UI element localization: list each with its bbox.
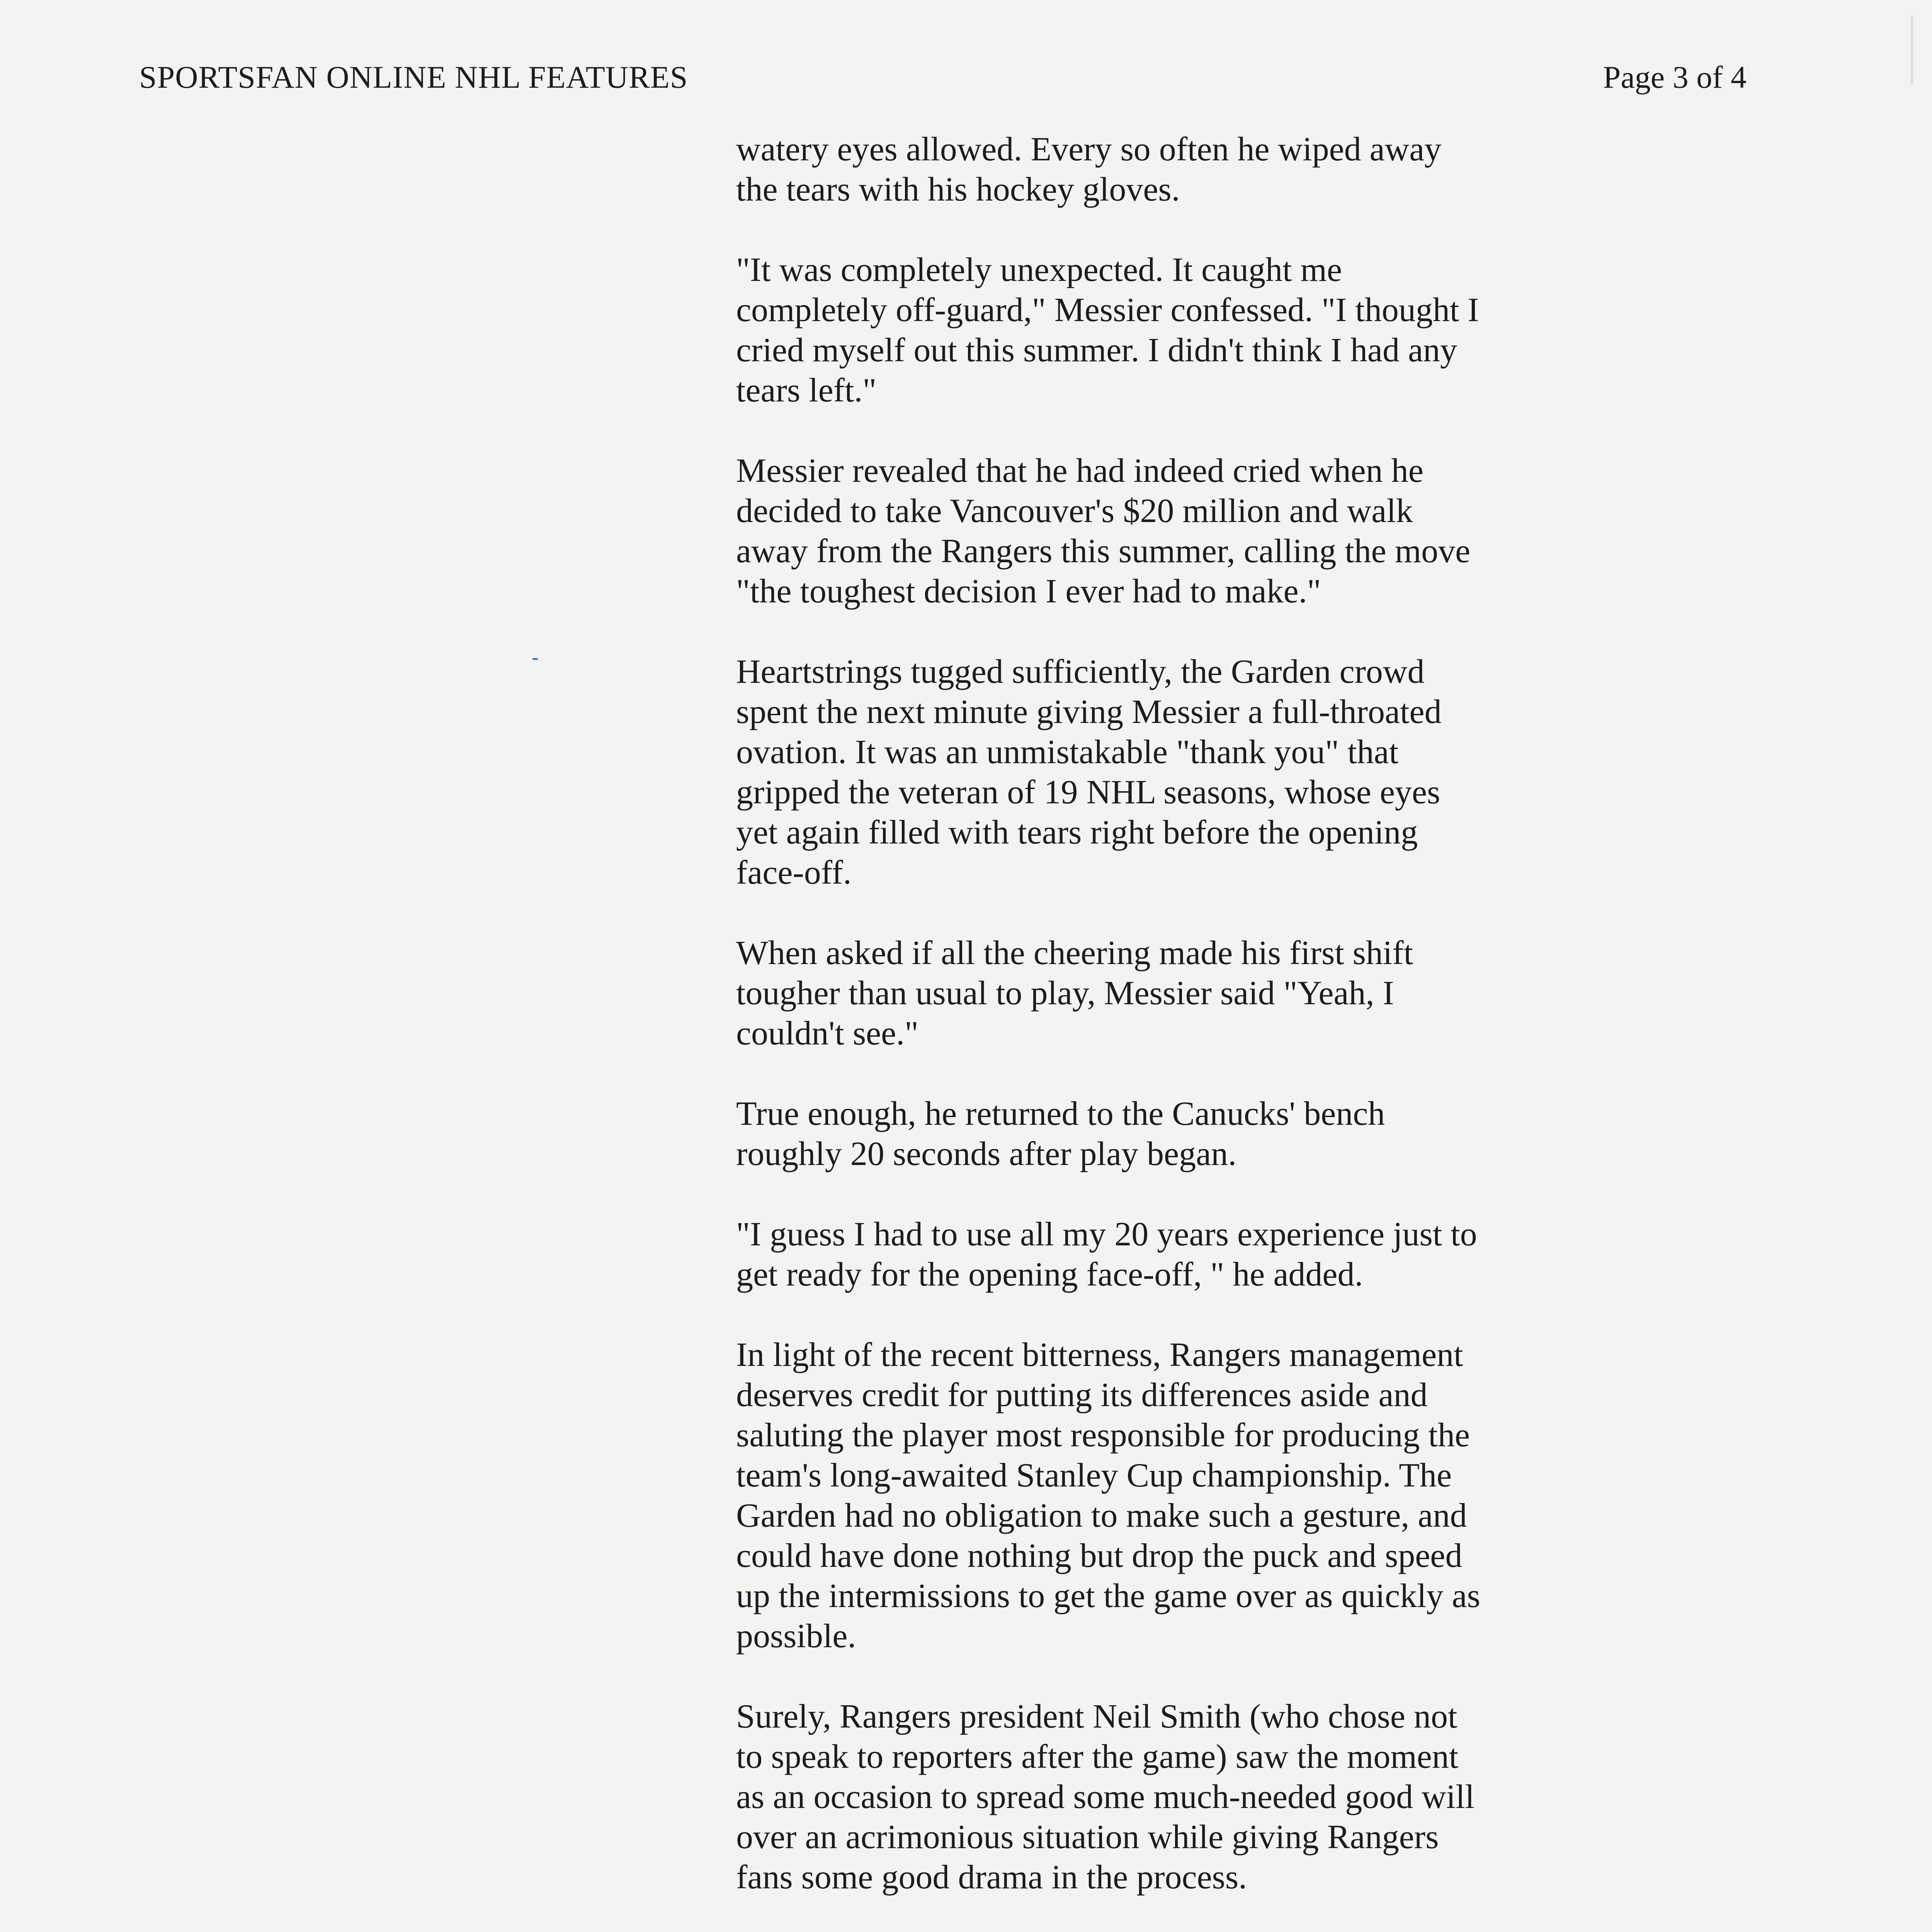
- paragraph: watery eyes allowed. Every so often he wiped away the tears with his hockey gloves.: [736, 131, 1442, 208]
- article-body: [736, 129, 1625, 1932]
- page-number: Page 3 of 4: [1603, 60, 1747, 95]
- paragraph: Surely, Rangers president Neil Smith (who chose not to speak to reporters after the game) saw the moment as an occasion to spread some much-needed good will over an acrimonious situation while giving Rangers fans some good drama in the process.: [736, 1698, 1475, 1896]
- page-header: [139, 56, 1747, 99]
- paragraph: True enough, he returned to the Canucks' bench roughly 20 seconds after play began.: [736, 1095, 1385, 1173]
- paragraph: "I guess I had to use all my 20 years experience just to get ready for the opening face-off, " he added.: [736, 1216, 1477, 1293]
- paragraph: In light of the recent bitterness, Rangers management deserves credit for putting its differences aside and saluting the player most responsible for producing the team's long-awaited Stanley Cup championship. The Garden had no obligation to make such a gesture, and could have done nothing but drop the puck and speed up the intermissions to get the game over as quickly as possible.: [736, 1336, 1480, 1655]
- publication-title: SPORTSFAN ONLINE NHL FEATURES: [139, 60, 688, 95]
- paragraph: When asked if all the cheering made his first shift tougher than usual to play, Messier said "Yeah, I couldn't see.": [736, 934, 1413, 1052]
- page-edge-shadow: [1911, 15, 1913, 85]
- ink-mark: [532, 658, 538, 660]
- paragraph: Heartstrings tugged sufficiently, the Garden crowd spent the next minute giving Messier a full-throated ovation. It was an unmistakable "thank you" that gripped the veteran of 19 NHL seasons, whose eyes yet again filled with tears right before the opening face-off.: [736, 653, 1442, 891]
- paragraph: "It was completely unexpected. It caught me completely off-guard," Messier confessed. "I thought I cried myself out this summer. I didn't think I had any tears left.": [736, 251, 1479, 409]
- paragraph: Messier revealed that he had indeed cried when he decided to take Vancouver's $20 million and walk away from the Rangers this summer, calling the move "the toughest decision I ever had to make.": [736, 452, 1471, 610]
